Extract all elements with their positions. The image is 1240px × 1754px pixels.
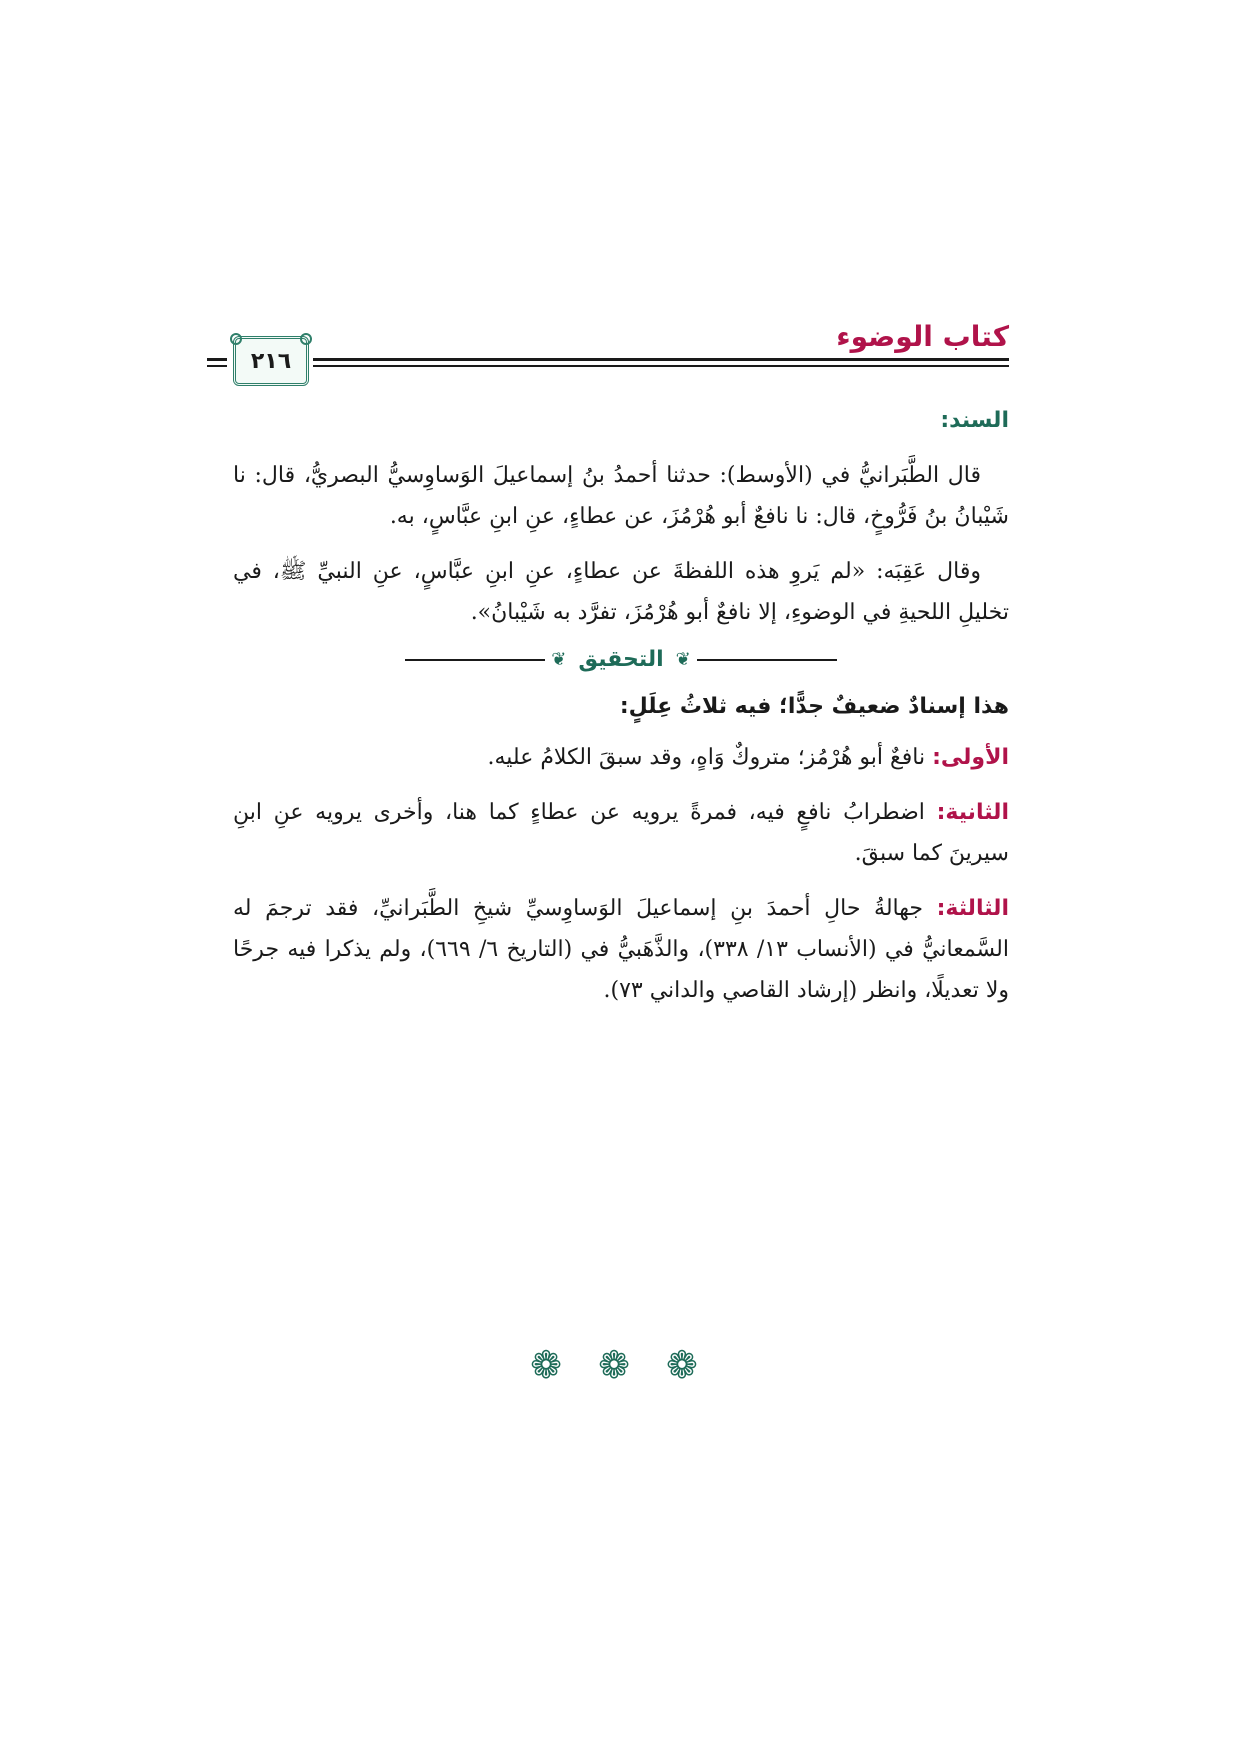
verdict-line: هذا إسنادٌ ضعيفٌ جدًّا؛ فيه ثلاثُ عِلَلٍ: [619, 694, 1009, 719]
page-number-frame [233, 336, 309, 386]
divider-line [697, 659, 837, 661]
page-number: ٢١٦ [250, 348, 292, 374]
divider-ornament-icon: ❦ [551, 649, 567, 670]
end-ornament [0, 1343, 1240, 1387]
defect-item [233, 888, 1009, 1011]
defect-text: جهالةُ حالِ أحمدَ بنِ إسماعيلَ الوَساوِسيِّ شيخِ الطَّبَرانيِّ، فقد ترجمَ له السَّمعانيُّ في (الأنساب ١٣/ ٣٣٨)، والذَّهَبيُّ في (التاريخ ٦/ ٦٦٩)، ولم يذكرا فيه جرحًا ولا تعديلًا، وانظر (إرشاد القاصي والداني ٧٣). [233, 896, 1009, 1003]
tahqiq-heading: التحقيق [578, 647, 664, 672]
defect-item [233, 737, 1009, 778]
divider-ornament-icon: ❦ [675, 649, 691, 670]
defect-label: الأولى: [932, 745, 1009, 770]
flower-ornament-icon: ❁ [666, 1343, 710, 1387]
defect-text: اضطرابُ نافعٍ فيه، فمرةً يرويه عن عطاءٍ كما هنا، وأخرى يرويه عنِ ابنِ سيرينَ كما سبقَ. [233, 800, 1009, 866]
flower-ornament-icon: ❁ [530, 1343, 574, 1387]
header-rule [313, 358, 1009, 361]
page-body [233, 400, 1009, 1025]
book-title: كتاب الوضوء [836, 320, 1009, 353]
sanad-paragraph: وقال عَقِبَه: «لم يَروِ هذه اللفظةَ عن عطاءٍ، عنِ ابنِ عبَّاسٍ، عنِ النبيِّ ﷺ، في تخليلِ اللحيةِ في الوضوءِ، إلا نافعٌ أبو هُرْمُزَ، تفرَّد به شَيْبانُ». [233, 559, 1009, 625]
defect-label: الثالثة: [936, 896, 1009, 921]
defect-label: الثانية: [936, 800, 1009, 825]
header-rule [313, 365, 1009, 367]
sanad-paragraph: قال الطَّبَرانيُّ في (الأوسط): حدثنا أحمدُ بنُ إسماعيلَ الوَساوِسيُّ البصريُّ، قال: نا شَيْبانُ بنُ فَرُّوخٍ، قال: نا نافعٌ أبو هُرْمُزَ، عن عطاءٍ، عنِ ابنِ عبَّاسٍ، به. [233, 463, 1009, 529]
sanad-heading: السند: [940, 408, 1009, 433]
header-rule [207, 358, 227, 361]
flower-ornament-icon: ❁ [598, 1343, 642, 1387]
divider-line [405, 659, 545, 661]
defect-text: نافعٌ أبو هُرْمُز؛ متروكٌ وَاهٍ، وقد سبقَ الكلامُ عليه. [487, 745, 933, 770]
section-divider [233, 647, 1009, 672]
defect-item [233, 792, 1009, 874]
page-header [233, 310, 1009, 390]
header-rule [207, 365, 227, 367]
